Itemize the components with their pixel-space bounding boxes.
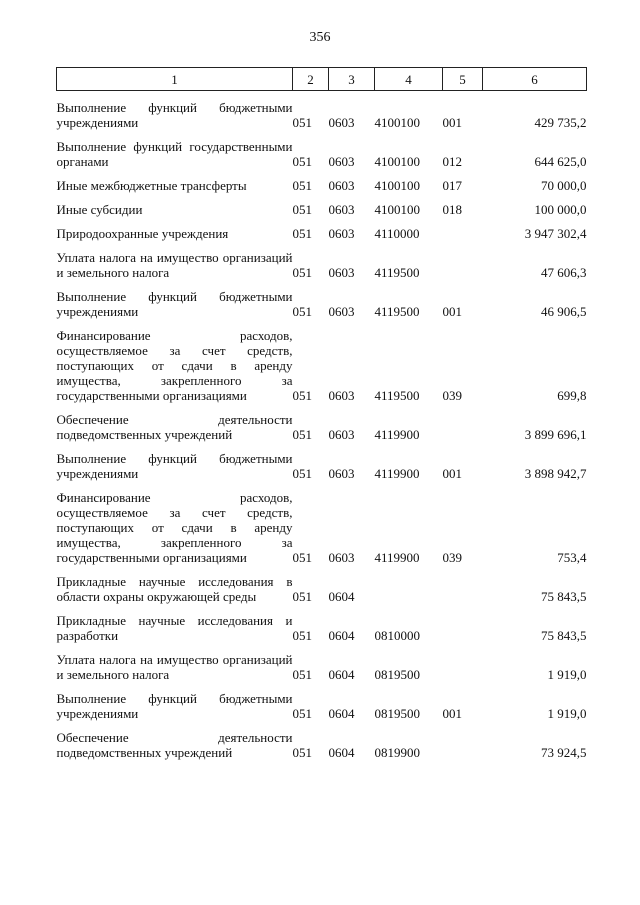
- amount-value: 3 898 942,7: [524, 466, 587, 481]
- col-2-value: 051: [292, 550, 312, 565]
- col-3-value: 0603: [328, 304, 355, 319]
- amount-value: 3 899 696,1: [524, 427, 587, 442]
- col-5-value: 012: [442, 154, 462, 169]
- table-row: [57, 613, 587, 643]
- col-4-value: 4119900: [374, 427, 420, 442]
- col-5-value: 018: [442, 202, 462, 217]
- spacer-cell: [57, 442, 587, 451]
- column-header: 3: [329, 68, 375, 91]
- row-spacer: [57, 130, 587, 139]
- col-5-value: 001: [442, 466, 462, 481]
- item-name: Обеспечение деятельности подведомственных учреждений: [56, 730, 293, 760]
- table-header-row: [57, 68, 587, 91]
- col-4-value: 0819500: [374, 667, 420, 682]
- col-3-value: 0603: [328, 178, 355, 193]
- spacer-cell: [57, 721, 587, 730]
- column-header: 2: [293, 68, 329, 91]
- col-3-value: 0603: [328, 265, 355, 280]
- col-5-value: 017: [442, 178, 462, 193]
- column-header: 1: [57, 68, 293, 91]
- row-spacer: [57, 643, 587, 652]
- col-5-value: [443, 613, 483, 643]
- row-spacer: [57, 481, 587, 490]
- amount-value: 429 735,2: [534, 115, 587, 130]
- row-spacer: [57, 280, 587, 289]
- spacer-cell: [57, 91, 587, 101]
- spacer-cell: [57, 130, 587, 139]
- col-3-value: 0604: [328, 745, 355, 760]
- amount-value: 75 843,5: [541, 628, 587, 643]
- amount-value: 75 843,5: [541, 589, 587, 604]
- item-name: Выполнение функций бюджетными учреждениями: [56, 100, 293, 130]
- amount-value: 73 924,5: [541, 745, 587, 760]
- col-4-value: 4119500: [374, 304, 420, 319]
- item-name: Финансирование расходов, осуществляемое за счет средств, поступающих от сдачи в аренду имущества, закрепленного за государственными организациями: [56, 490, 293, 565]
- col-5-value: 001: [442, 706, 462, 721]
- spacer-cell: [57, 241, 587, 250]
- spacer-cell: [57, 193, 587, 202]
- col-5-value: [443, 412, 483, 442]
- amount-value: 1 919,0: [547, 706, 587, 721]
- page-number: 356: [309, 30, 331, 45]
- row-spacer: [57, 721, 587, 730]
- amount-value: 100 000,0: [534, 202, 587, 217]
- row-spacer: [57, 403, 587, 412]
- column-header: 4: [375, 68, 443, 91]
- col-3-value: 0603: [328, 202, 355, 217]
- budget-table: [56, 67, 587, 760]
- amount-value: 47 606,3: [541, 265, 587, 280]
- col-2-value: 051: [292, 304, 312, 319]
- row-spacer: [57, 169, 587, 178]
- col-2-value: 051: [292, 706, 312, 721]
- item-name: Прикладные научные исследования и разработки: [56, 613, 293, 643]
- col-4-value: 4119900: [374, 550, 420, 565]
- col-5-value: 039: [442, 388, 462, 403]
- col-2-value: 051: [292, 427, 312, 442]
- spacer-cell: [57, 403, 587, 412]
- row-spacer: [57, 565, 587, 574]
- spacer-cell: [57, 643, 587, 652]
- col-2-value: 051: [292, 265, 312, 280]
- amount-value: 644 625,0: [534, 154, 587, 169]
- table-row: [57, 202, 587, 217]
- row-spacer: [57, 217, 587, 226]
- col-4-value: 4110000: [374, 226, 420, 241]
- row-spacer: [57, 319, 587, 328]
- table-row: [57, 226, 587, 241]
- item-name: Финансирование расходов, осуществляемое за счет средств, поступающих от сдачи в аренду имущества, закрепленного за государственными организациями: [56, 328, 293, 403]
- column-header: 6: [483, 68, 587, 91]
- col-4-value: 4100100: [374, 115, 420, 130]
- spacer-cell: [57, 319, 587, 328]
- col-3-value: 0604: [328, 589, 355, 604]
- col-4-value: 4100100: [374, 202, 420, 217]
- col-3-value: 0603: [328, 466, 355, 481]
- item-name: Уплата налога на имущество организаций и земельного налога: [56, 250, 293, 280]
- item-name: Иные субсидии: [56, 202, 143, 217]
- table-row: [57, 412, 587, 442]
- col-3-value: 0603: [328, 427, 355, 442]
- table-row: [57, 289, 587, 319]
- item-name: Обеспечение деятельности подведомственных учреждений: [56, 412, 293, 442]
- col-2-value: 051: [292, 178, 312, 193]
- col-4-value: 4119500: [374, 388, 420, 403]
- item-name: Выполнение функций государственными органами: [56, 139, 293, 169]
- col-2-value: 051: [292, 226, 312, 241]
- col-4-value: 4119900: [374, 466, 420, 481]
- table-row: [57, 574, 587, 604]
- col-4-value: 4100100: [374, 178, 420, 193]
- col-4-value: 4119500: [374, 265, 420, 280]
- item-name: Уплата налога на имущество организаций и земельного налога: [56, 652, 293, 682]
- spacer-cell: [57, 682, 587, 691]
- col-3-value: 0603: [328, 226, 355, 241]
- item-name: Выполнение функций бюджетными учреждениями: [56, 691, 293, 721]
- spacer-cell: [57, 217, 587, 226]
- table-body: [57, 91, 587, 761]
- table-row: [57, 328, 587, 403]
- col-5-value: [443, 226, 483, 241]
- col-3-value: 0604: [328, 667, 355, 682]
- col-5-value: 001: [442, 304, 462, 319]
- table-row: [57, 178, 587, 193]
- spacer-cell: [57, 565, 587, 574]
- col-4-value: 0819900: [374, 745, 420, 760]
- amount-value: 1 919,0: [547, 667, 587, 682]
- table-row: [57, 490, 587, 565]
- col-5-value: [443, 730, 483, 760]
- amount-value: 46 906,5: [541, 304, 587, 319]
- col-3-value: 0604: [328, 706, 355, 721]
- row-spacer: [57, 442, 587, 451]
- table-row: [57, 139, 587, 169]
- col-2-value: 051: [292, 202, 312, 217]
- row-spacer: [57, 604, 587, 613]
- amount-value: 753,4: [557, 550, 587, 565]
- table-row: [57, 451, 587, 481]
- item-name: Природоохранные учреждения: [56, 226, 229, 241]
- col-3-value: 0603: [328, 550, 355, 565]
- row-spacer: [57, 91, 587, 101]
- col-3-value: 0603: [328, 115, 355, 130]
- col-3-value: 0603: [328, 388, 355, 403]
- table-row: [57, 730, 587, 760]
- col-4-value: 0819500: [374, 706, 420, 721]
- item-name: Выполнение функций бюджетными учреждениями: [56, 289, 293, 319]
- spacer-cell: [57, 280, 587, 289]
- col-2-value: 051: [292, 667, 312, 682]
- item-name: Выполнение функций бюджетными учреждениями: [56, 451, 293, 481]
- col-5-value: [443, 652, 483, 682]
- col-4-value: [375, 574, 443, 604]
- col-2-value: 051: [292, 466, 312, 481]
- row-spacer: [57, 682, 587, 691]
- column-header: 5: [443, 68, 483, 91]
- col-5-value: 001: [442, 115, 462, 130]
- col-2-value: 051: [292, 745, 312, 760]
- amount-value: 699,8: [557, 388, 587, 403]
- col-4-value: 4100100: [374, 154, 420, 169]
- table-row: [57, 652, 587, 682]
- col-5-value: [443, 250, 483, 280]
- table-row: [57, 691, 587, 721]
- amount-value: 70 000,0: [541, 178, 587, 193]
- col-2-value: 051: [292, 154, 312, 169]
- item-name: Прикладные научные исследования в области охраны окружающей среды: [56, 574, 293, 604]
- spacer-cell: [57, 169, 587, 178]
- col-5-value: 039: [442, 550, 462, 565]
- col-3-value: 0603: [328, 154, 355, 169]
- col-5-value: [443, 574, 483, 604]
- row-spacer: [57, 241, 587, 250]
- col-2-value: 051: [292, 628, 312, 643]
- col-4-value: 0810000: [374, 628, 420, 643]
- spacer-cell: [57, 604, 587, 613]
- table-row: [57, 250, 587, 280]
- spacer-cell: [57, 481, 587, 490]
- col-2-value: 051: [292, 589, 312, 604]
- row-spacer: [57, 193, 587, 202]
- amount-value: 3 947 302,4: [524, 226, 587, 241]
- col-2-value: 051: [292, 388, 312, 403]
- table-row: [57, 100, 587, 130]
- col-2-value: 051: [292, 115, 312, 130]
- col-3-value: 0604: [328, 628, 355, 643]
- item-name: Иные межбюджетные трансферты: [56, 178, 247, 193]
